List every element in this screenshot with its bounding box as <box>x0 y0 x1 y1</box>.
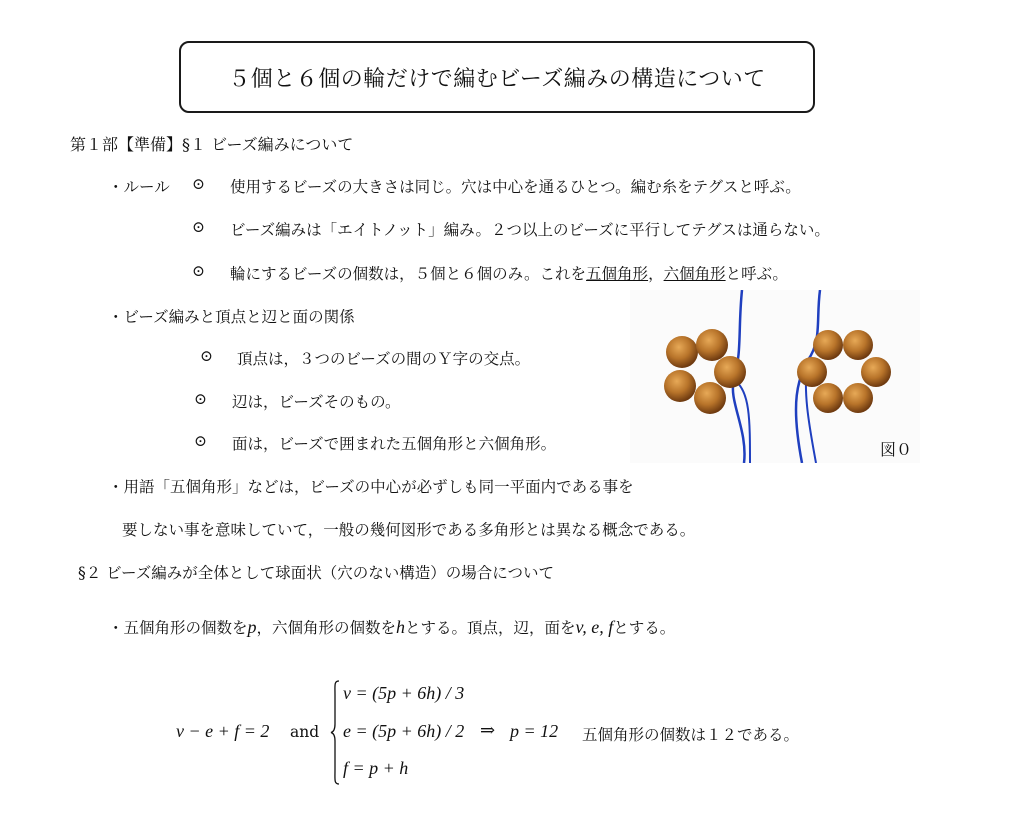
bullet-icon: ⊙ <box>200 347 213 365</box>
term-hexagon: 六個角形 <box>663 265 726 283</box>
equation-edges: e = (5p + 6h) / 2 <box>343 721 465 741</box>
beads-illustration <box>630 290 920 463</box>
var-p: p <box>247 617 257 637</box>
equation-faces: f = p + h <box>343 758 409 778</box>
figure-label: 図０ <box>880 440 913 459</box>
beads-photo <box>630 290 920 463</box>
bullet-icon: ⊙ <box>192 218 205 236</box>
bullet-icon: ⊙ <box>194 390 207 408</box>
document-title: ５個と６個の輪だけで編むビーズ編みの構造について <box>228 67 766 92</box>
definition-mid1: ，六個角形の個数を <box>256 619 397 637</box>
relation-vertex: 頂点は，３つのビーズの間のＹ字の交点。 <box>237 350 531 368</box>
relation-heading: ・ビーズ編みと頂点と辺と面の関係 <box>108 308 355 326</box>
var-h: h <box>396 617 406 637</box>
hexagon-ring <box>797 330 891 413</box>
conclusion: 五個角形の個数は１２である。 <box>582 726 800 744</box>
relation-face: 面は，ビーズで囲まれた五個角形と六個角形。 <box>232 435 557 453</box>
bullet-icon: ⊙ <box>194 432 207 450</box>
term-line-1: ・用語「五個角形」などは，ビーズの中心が必ずしも同一平面内である事を <box>108 478 634 496</box>
title-box <box>179 41 815 113</box>
term-pentagon: 五個角形 <box>586 265 649 283</box>
rule-3-sep: ， <box>648 265 664 283</box>
equation-vertices: v = (5p + 6h) / 3 <box>343 683 465 703</box>
rules-label: ・ルール <box>108 178 170 196</box>
rule-3 <box>230 262 788 284</box>
definition-mid2: とする。頂点，辺，面を <box>405 619 576 637</box>
brace-icon <box>330 680 340 785</box>
definition-line <box>108 616 675 638</box>
var-vef: v, e, f <box>575 617 614 637</box>
bullet-icon: ⊙ <box>192 262 205 280</box>
implies-arrow-icon: ⇒ <box>480 720 496 740</box>
definition-post: とする。 <box>613 619 676 637</box>
rule-1: 使用するビーズの大きさは同じ。穴は中心を通るひとつ。編む糸をテグスと呼ぶ。 <box>230 178 801 196</box>
rule-3-pre: 輪にするビーズの個数は，５個と６個のみ。これを <box>230 265 587 283</box>
term-line-2: 要しない事を意味していて，一般の幾何図形である多角形とは異なる概念である。 <box>122 521 696 539</box>
euler-formula: v − e + f = 2 <box>176 721 270 741</box>
part1-heading: 第１部【準備】§１ ビーズ編みについて <box>70 135 354 154</box>
bullet-icon: ⊙ <box>192 175 205 193</box>
rule-2: ビーズ編みは「エイトノット」編み。２つ以上のビーズに平行してテグスは通らない。 <box>230 221 830 239</box>
rule-3-post: と呼ぶ。 <box>725 265 788 283</box>
result-p: p = 12 <box>510 721 559 741</box>
relation-edge: 辺は，ビーズそのもの。 <box>232 393 401 411</box>
section2-heading: §２ ビーズ編みが全体として球面状（穴のない構造）の場合について <box>78 564 554 582</box>
and-word: and <box>290 723 320 741</box>
definition-pre: ・五個角形の個数を <box>108 619 248 637</box>
